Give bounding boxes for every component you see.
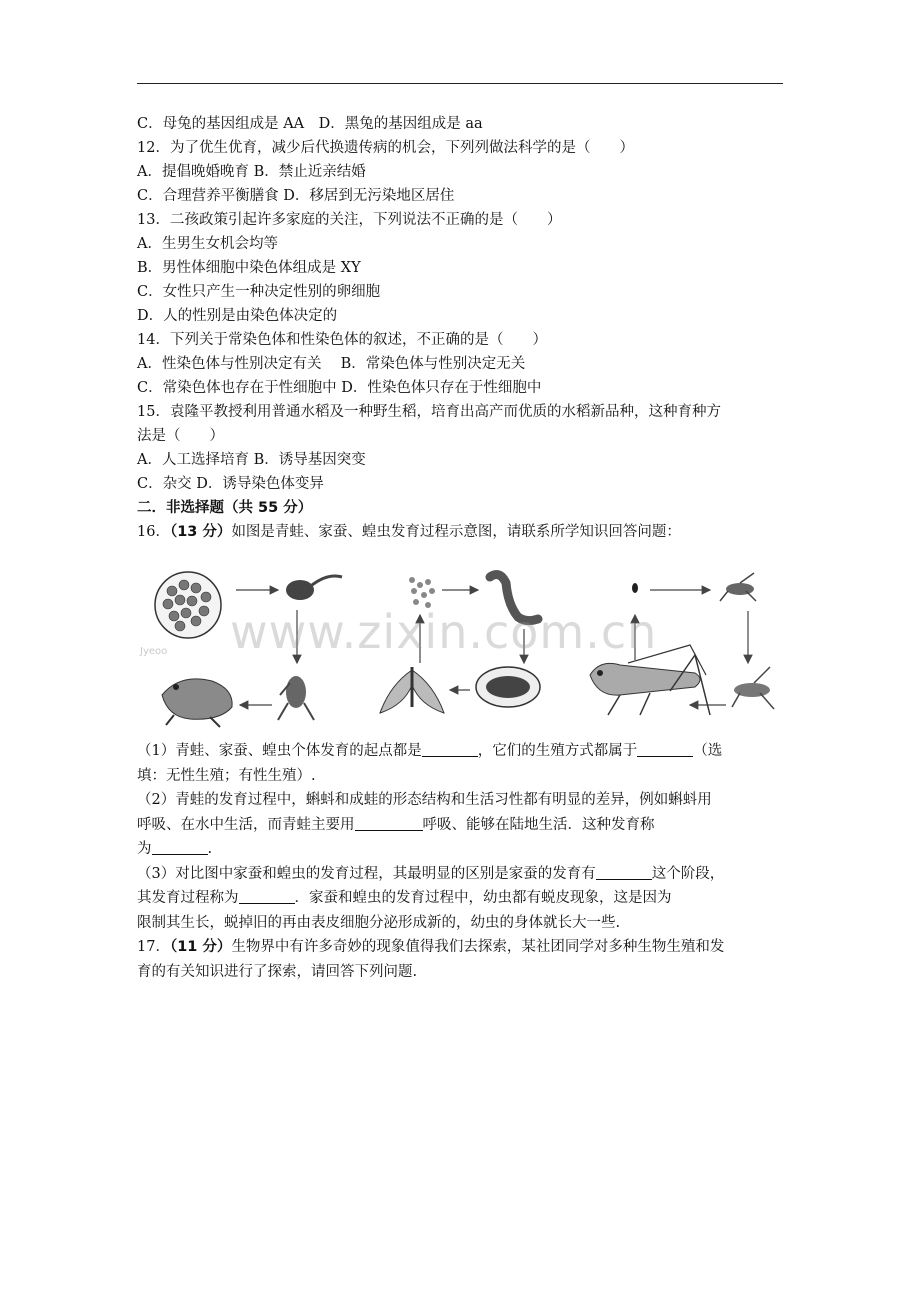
header-rule xyxy=(137,83,783,84)
text-line: A．生男生女机会均等 xyxy=(137,236,278,252)
answer-text: . xyxy=(207,841,213,857)
answer-line-1 xyxy=(137,739,787,764)
answer-blank[interactable] xyxy=(422,740,478,757)
answer-text: 这个阶段， xyxy=(651,865,725,882)
answer-blank[interactable] xyxy=(355,814,423,831)
question-17 xyxy=(137,935,787,960)
answer-line-4 xyxy=(137,813,787,838)
answer-text: （选 xyxy=(693,743,723,759)
text-line: B．男性体细胞中染色体组成是 XY xyxy=(137,260,361,276)
text-line: 14．下列关于常染色体和性染色体的叙述，不正确的是（ ） xyxy=(137,332,547,348)
answer-text: 呼吸、能够在陆地生活．这种发育称 xyxy=(422,816,655,833)
question-17-continued: 育的有关知识进行了探索，请回答下列问题. xyxy=(137,963,418,980)
locust-nymph-large xyxy=(732,667,774,709)
answer-text: 其发育过程称为 xyxy=(137,890,239,906)
text-line: C．杂交 D．诱导染色体变异 xyxy=(137,476,324,492)
question-score: （13 分） xyxy=(169,524,232,540)
watermark: www.zixin.com.cn xyxy=(230,605,658,659)
locust-egg xyxy=(632,583,638,593)
question-score: （11 分） xyxy=(169,939,232,955)
question-number: 16． xyxy=(137,524,170,540)
answer-text: ，它们的生殖方式都属于 xyxy=(477,743,638,759)
text-line: C．母兔的基因组成是 AA D．黑兔的基因组成是 aa xyxy=(137,116,483,132)
locust-nymph-small xyxy=(720,573,756,601)
text-line: C．常染色体也存在于性细胞中 D．性染色体只存在于性细胞中 xyxy=(137,380,542,396)
froglet xyxy=(278,676,314,720)
answer-blank[interactable] xyxy=(637,740,693,757)
adult-frog xyxy=(162,679,232,727)
text-line: 12．为了优生优育，减少后代换遗传病的机会，下列列做法科学的是（ ） xyxy=(137,140,634,156)
text-line: A．提倡晚婚晚育 B．禁止近亲结婚 xyxy=(137,164,366,180)
answer-blank[interactable] xyxy=(239,887,295,904)
tadpole xyxy=(286,576,342,600)
text-line: C．合理营养平衡膳食 D．移居到无污染地区居住 xyxy=(137,188,455,204)
silkworm-moth xyxy=(380,667,444,713)
answer-blank[interactable] xyxy=(596,863,652,880)
question-text: 生物界中有许多奇妙的现象值得我们去探索，某社团同学对多种生物生殖和发 xyxy=(231,939,725,955)
answer-line-6 xyxy=(137,862,787,887)
text-line: 法是（ ） xyxy=(137,428,224,444)
text-line: A．性染色体与性别决定有关 B．常染色体与性别决定无关 xyxy=(137,356,526,372)
answer-text: 呼吸、在水中生活，而青蛙主要用 xyxy=(137,816,355,833)
text-line: 15．袁隆平教授利用普通水稻及一种野生稻，培育出高产而优质的水稻新品种，这种育种方 xyxy=(137,404,721,420)
section-heading: 二．非选择题（共 55 分） xyxy=(137,500,313,516)
question-16 xyxy=(137,520,787,544)
text-line: D．人的性别是由染色体决定的 xyxy=(137,308,338,324)
answer-text: ．家蚕和蝗虫的发育过程中，幼虫都有蜕皮现象，这是因为 xyxy=(294,890,672,906)
frog-eggs xyxy=(155,572,221,638)
silkworm-eggs xyxy=(409,577,435,608)
answer-text: （1）青蛙、家蚕、蝗虫个体发育的起点都是 xyxy=(137,743,422,759)
answer-text: 为 xyxy=(137,841,152,857)
text-line: 13．二孩政策引起许多家庭的关注，下列说法不正确的是（ ） xyxy=(137,212,562,228)
answer-line-5 xyxy=(137,837,787,862)
silkworm-pupa xyxy=(476,667,540,707)
answer-block xyxy=(137,739,787,984)
answer-text: （3）对比图中家蚕和蝗虫的发育过程，其最明显的区别是家蚕的发育有 xyxy=(137,865,596,882)
question-text: 如图是青蛙、家蚕、蝗虫发育过程示意图，请联系所学知识回答问题： xyxy=(231,524,681,540)
answer-line-7 xyxy=(137,886,787,911)
answer-line-3: （2）青蛙的发育过程中，蝌蚪和成蛙的形态结构和生活习性都有明显的差异，例如蝌蚪用 xyxy=(137,792,712,808)
answer-line-2: 填：无性生殖；有性生殖）. xyxy=(137,767,316,784)
answer-line-8: 限制其生长，蜕掉旧的再由表皮细胞分泌形成新的，幼虫的身体就长大一些. xyxy=(137,914,621,931)
answer-blank[interactable] xyxy=(152,838,208,855)
text-line: C．女性只产生一种决定性别的卵细胞 xyxy=(137,284,381,300)
text-line: A．人工选择培育 B．诱导基因突变 xyxy=(137,452,366,468)
question-number: 17． xyxy=(137,939,170,955)
watermark-small: Jyeoo xyxy=(140,646,168,657)
question-block xyxy=(137,112,787,544)
